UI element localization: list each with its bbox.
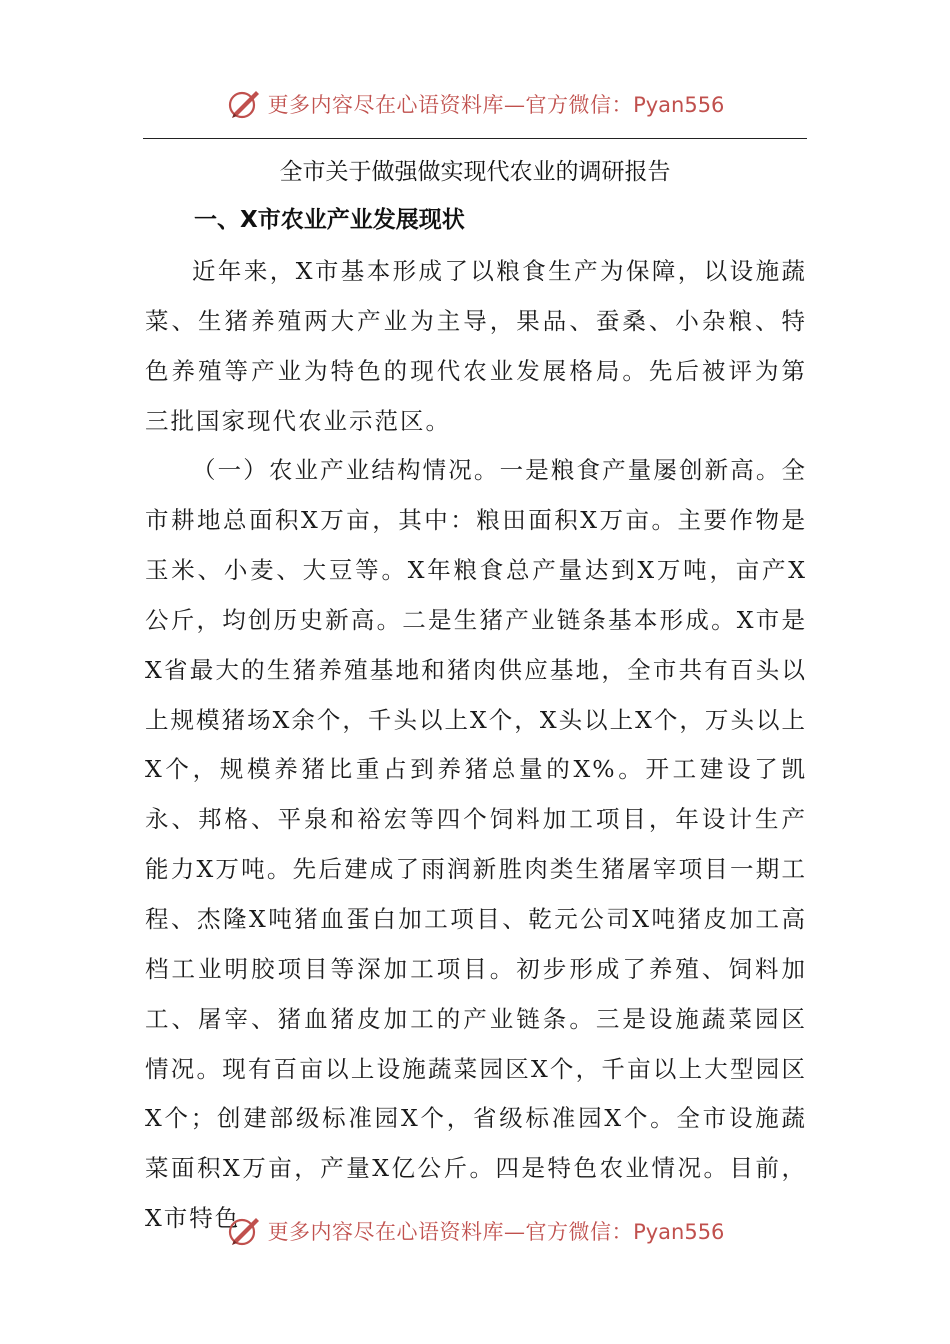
document-title: 全市关于做强做实现代农业的调研报告: [279, 159, 671, 185]
section-heading: 一、X市农业产业发展现状: [194, 207, 465, 233]
watermark-banner-top: [0, 84, 950, 124]
watermark-site-text: 更多内容尽在心语资料库—官方微信：: [267, 1220, 634, 1244]
watermark-site-text: 更多内容尽在心语资料库—官方微信：: [267, 93, 634, 117]
pen-logo-icon: [226, 86, 262, 122]
paragraph-structure: （一）农业产业结构情况。一是粮食产量屡创新高。全市耕地总面积X万亩，其中：粮田面积X万亩。主要作物是玉米、小麦、大豆等。X年粮食总产量达到X万吨，亩产X公斤，均创历史新高。二是生猪产业链条基本形成。X市是X省最大的生猪养殖基地和猪肉供应基地，全市共有百头以上规模猪场X余个，千头以上X个，X头以上X个，万头以上X个，规模养猪比重占到养猪总量的X%。开工建设了凯永、邦格、平泉和裕宏等四个饲料加工项目，年设计生产能力X万吨。先后建成了雨润新胜肉类生猪屠宰项目一期工程、杰隆X吨猪血蛋白加工项目、乾元公司X吨猪皮加工高档工业明胶项目等深加工项目。初步形成了养殖、饲料加工、屠宰、猪血猪皮加工的产业链条。三是设施蔬菜园区情况。现有百亩以上设施蔬菜园区X个，千亩以上大型园区X个；创建部级标准园X个，省级标准园X个。全市设施蔬菜面积X万亩，产量X亿公斤。四是特色农业情况。目前，X市特色: [145, 456, 807, 1233]
watermark-text: [268, 1216, 725, 1246]
watermark-account: Pyan556: [633, 93, 725, 117]
watermark-banner-bottom: [0, 1211, 950, 1251]
pen-logo-icon: [226, 1213, 262, 1249]
paragraph-intro: 近年来，X市基本形成了以粮食生产为保障，以设施蔬菜、生猪养殖两大产业为主导，果品、蚕桑、小杂粮、特色养殖等产业为特色的现代农业发展格局。先后被评为第三批国家现代农业示范区。: [145, 257, 807, 435]
document-body: [145, 247, 807, 1244]
watermark-text: [268, 89, 725, 119]
watermark-account: Pyan556: [633, 1220, 725, 1244]
header-rule: [143, 138, 807, 139]
